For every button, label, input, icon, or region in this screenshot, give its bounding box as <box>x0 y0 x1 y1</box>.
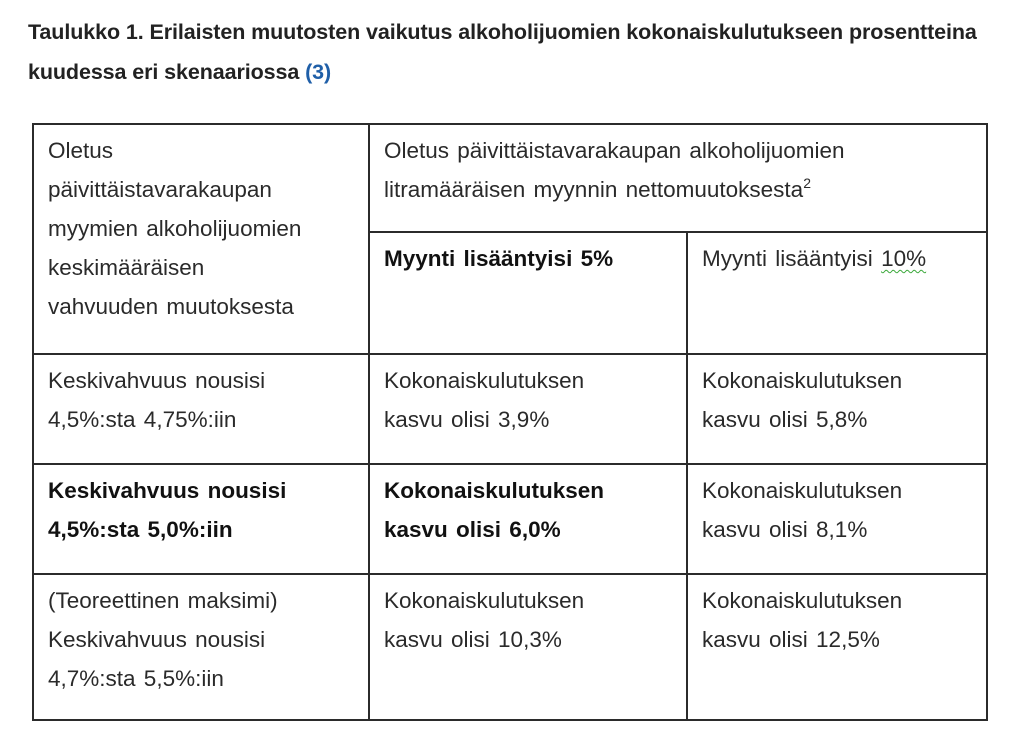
col2-header-value: 10% <box>881 246 927 271</box>
cell-line: Kokonaiskulutuksen <box>702 588 903 613</box>
corner-header-line: myymien alkoholijuomien <box>48 216 302 241</box>
cell-line: Kokonaiskulutuksen <box>702 368 903 393</box>
cell-line: kasvu olisi 10,3% <box>384 627 562 652</box>
corner-header-line: Oletus <box>48 138 114 163</box>
col2-cell <box>687 464 987 574</box>
scenario-cell <box>33 354 369 464</box>
cell-line: Kokonaiskulutuksen <box>384 478 605 503</box>
cell-line: Kokonaiskulutuksen <box>702 478 903 503</box>
col2-header-prefix: Myynti lisääntyisi <box>702 246 873 271</box>
footnote-marker: 2 <box>803 175 811 191</box>
cell-line: Kokonaiskulutuksen <box>384 588 585 613</box>
corner-header-line: vahvuuden muutoksesta <box>48 294 294 319</box>
col2-cell <box>687 354 987 464</box>
group-header-line: Oletus päivittäistavarakaupan alkoholijuomien <box>384 138 845 163</box>
table-row <box>33 354 987 464</box>
table-row <box>33 574 987 720</box>
col2-header-cell <box>687 232 987 354</box>
corner-header-line: päivittäistavarakaupan <box>48 177 272 202</box>
table-caption <box>28 12 988 92</box>
scenario-cell <box>33 574 369 720</box>
col2-cell <box>687 574 987 720</box>
corner-header-line: keskimääräisen <box>48 255 205 280</box>
col1-cell <box>369 464 687 574</box>
cell-line: kasvu olisi 8,1% <box>702 517 868 542</box>
cell-line: kasvu olisi 3,9% <box>384 407 550 432</box>
cell-line: (Teoreettinen maksimi) <box>48 588 278 613</box>
corner-header-cell <box>33 124 369 354</box>
table-row <box>33 464 987 574</box>
col1-header-cell <box>369 232 687 354</box>
col1-cell <box>369 354 687 464</box>
caption-text: Taulukko 1. Erilaisten muutosten vaikutus alkoholijuomien kokonaiskulutukseen prosentteina kuudessa eri skenaariossa <box>28 20 977 84</box>
cell-line: Keskivahvuus nousisi <box>48 627 266 652</box>
cell-line: kasvu olisi 12,5% <box>702 627 880 652</box>
reference-link[interactable]: (3) <box>305 60 332 84</box>
cell-line: 4,5%:sta 5,0%:iin <box>48 517 233 542</box>
cell-line: kasvu olisi 5,8% <box>702 407 868 432</box>
col1-header: Myynti lisääntyisi 5% <box>384 246 614 271</box>
cell-line: Kokonaiskulutuksen <box>384 368 585 393</box>
scenario-cell <box>33 464 369 574</box>
cell-line: 4,7%:sta 5,5%:iin <box>48 666 224 691</box>
cell-line: Keskivahvuus nousisi <box>48 478 287 503</box>
group-header-cell <box>369 124 987 232</box>
col1-cell <box>369 574 687 720</box>
cell-line: kasvu olisi 6,0% <box>384 517 561 542</box>
cell-line: Keskivahvuus nousisi <box>48 368 266 393</box>
group-header-line: litramääräisen myynnin nettomuutoksesta <box>384 177 804 202</box>
cell-line: 4,5%:sta 4,75%:iin <box>48 407 237 432</box>
scenario-table <box>32 123 988 721</box>
